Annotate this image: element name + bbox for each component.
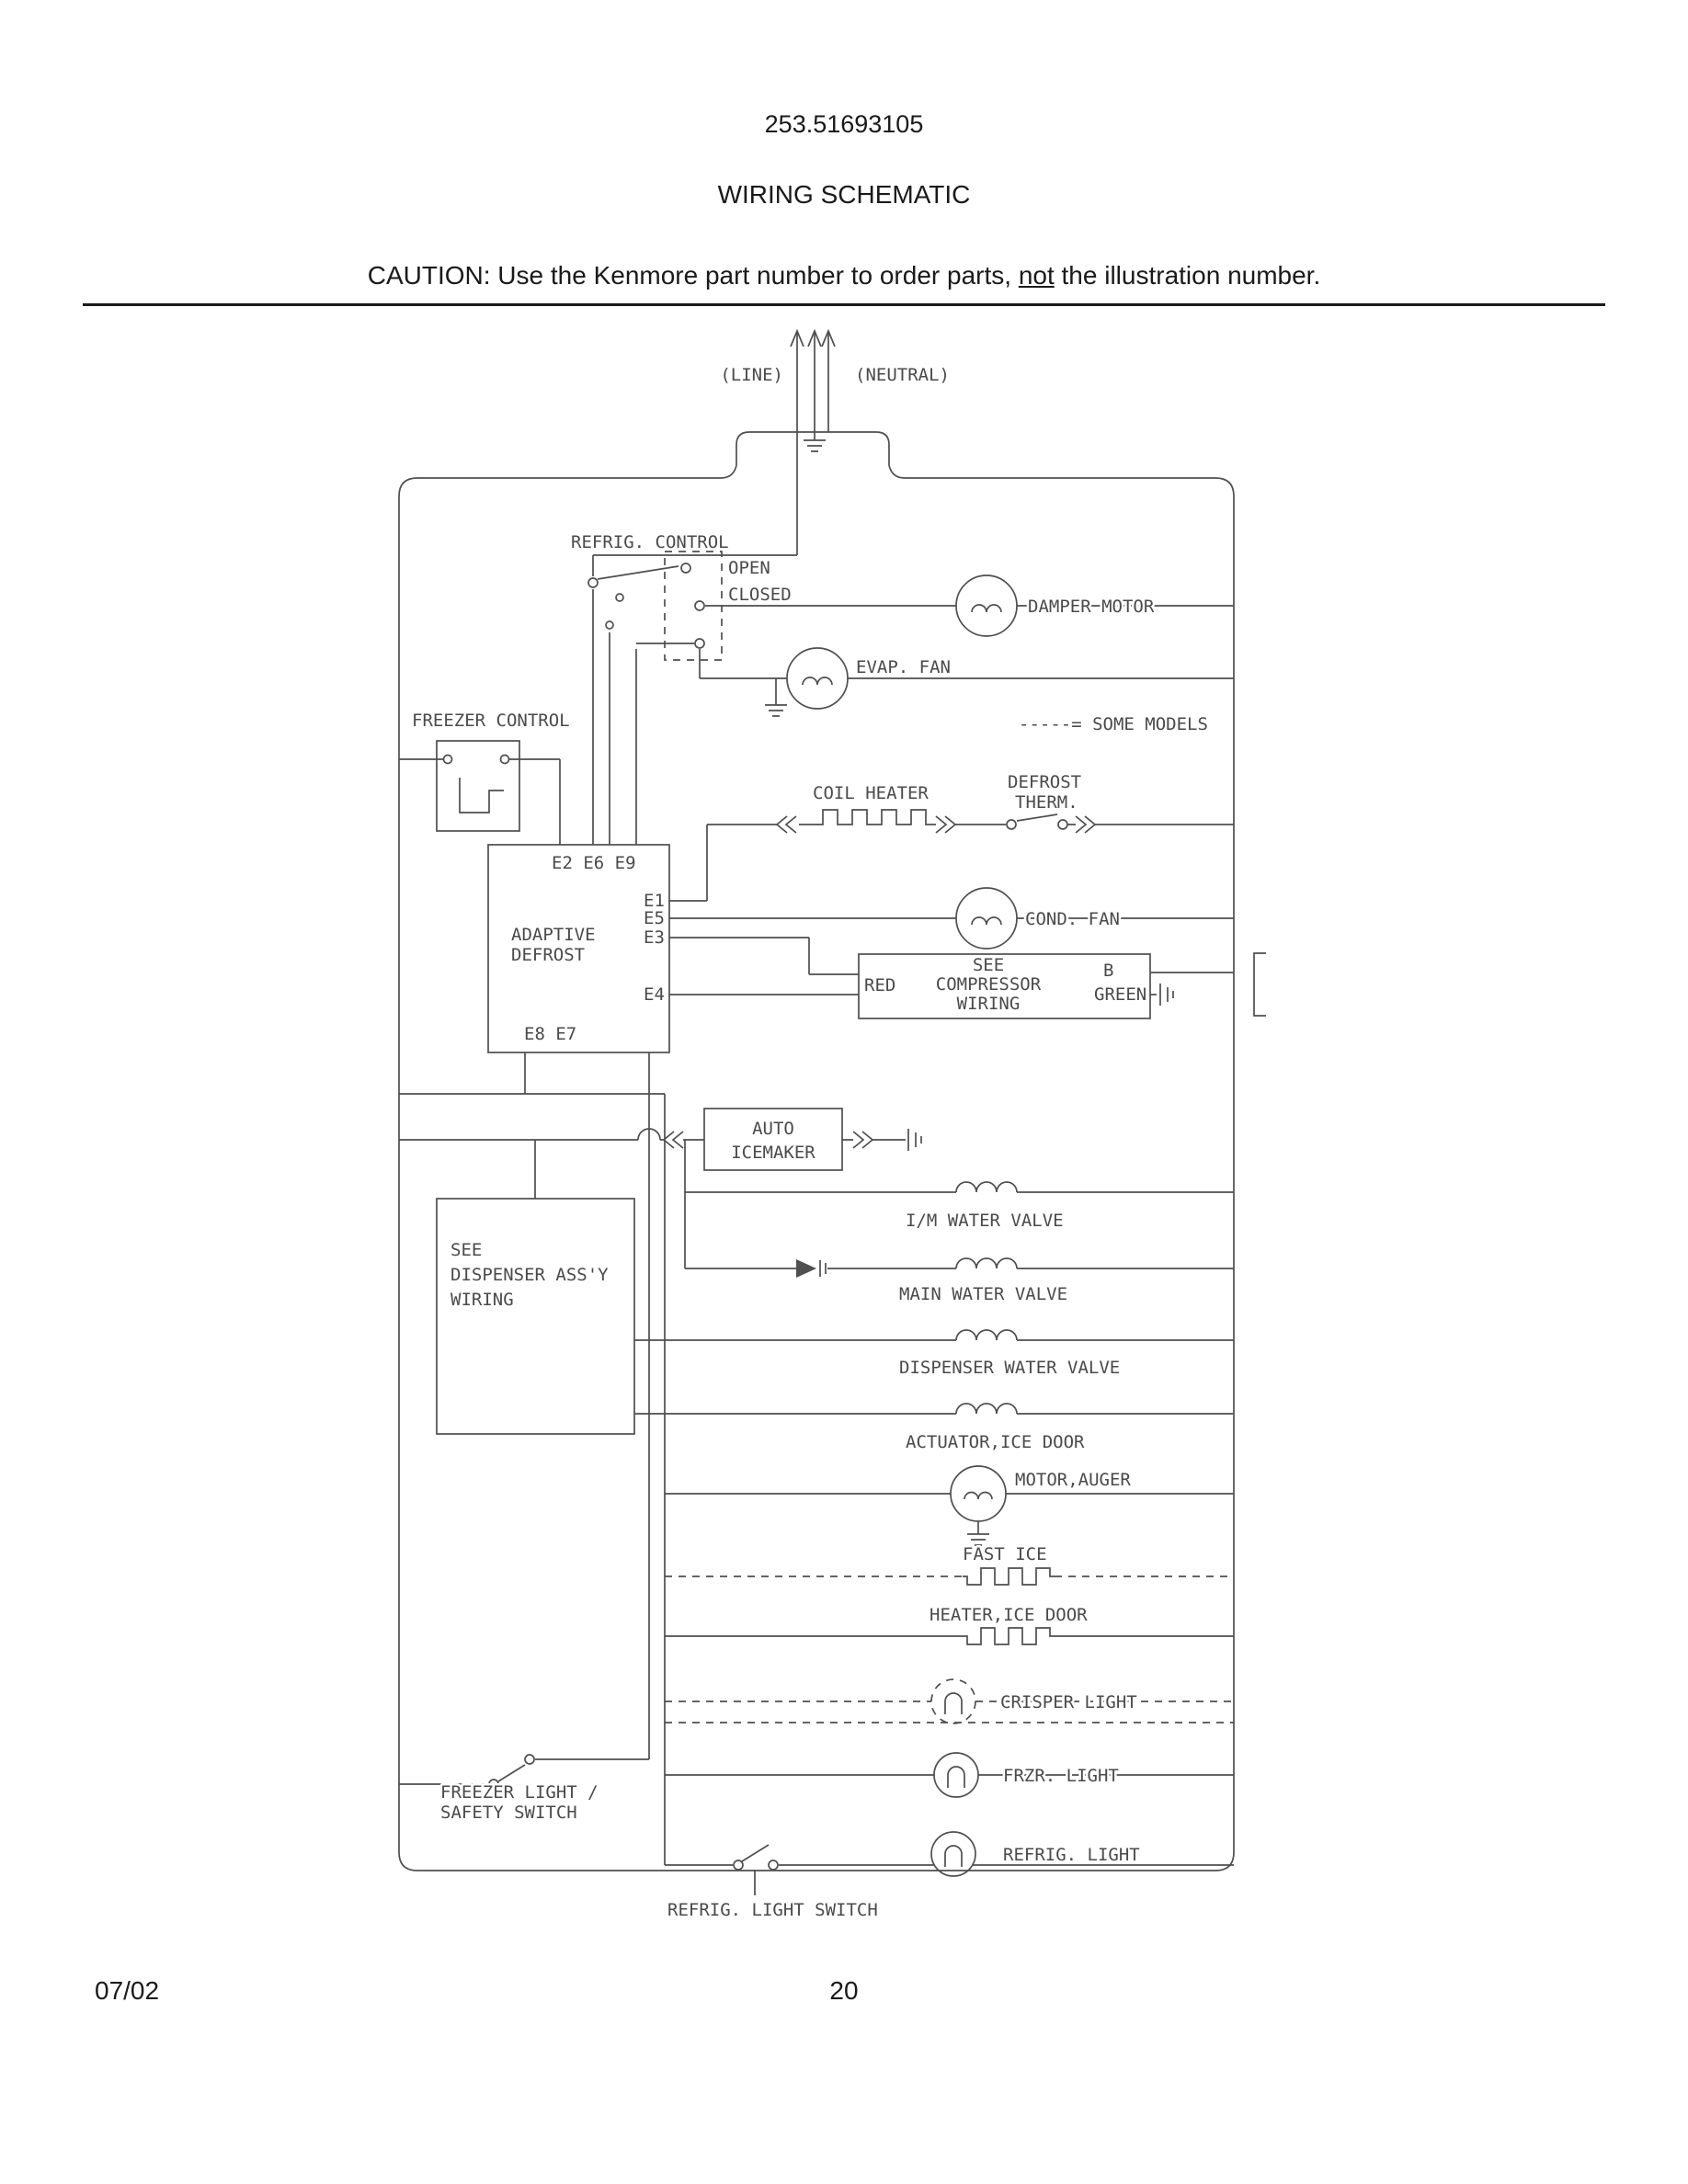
- caution-prefix: CAUTION: Use the Kenmore part number to order parts,: [367, 261, 1019, 290]
- footer-page-number: 20: [829, 1976, 859, 2005]
- label-frzr-light: FRZR. LIGHT: [1003, 1766, 1119, 1786]
- fast-ice-heater-symbol: [963, 1568, 1055, 1585]
- label-red: RED: [864, 975, 896, 995]
- label-evap-fan: EVAP. FAN: [856, 657, 951, 677]
- cond-fan-symbol: [956, 888, 1017, 949]
- label-heater-ice-door: HEATER,ICE DOOR: [930, 1605, 1088, 1625]
- refrig-light-symbol: [931, 1832, 975, 1876]
- compressor-box: [859, 953, 1266, 1018]
- label-motor-auger: MOTOR,AUGER: [1015, 1470, 1131, 1490]
- footer-date: 07/02: [95, 1976, 160, 2005]
- label-freezer-control: FREEZER CONTROL: [412, 711, 570, 731]
- label-adaptive: ADAPTIVE: [511, 925, 596, 945]
- label-green: GREEN: [1094, 984, 1147, 1005]
- evap-fan-symbol: [787, 648, 848, 709]
- connector-plug-icon: [796, 1259, 826, 1278]
- label-e4: E4: [644, 984, 665, 1005]
- terminal-bracket-icon: [1254, 953, 1266, 1016]
- actuator-ice-door-coil: [956, 1404, 1017, 1414]
- label-see-dispenser-1: SEE: [451, 1240, 483, 1260]
- page-title: WIRING SCHEMATIC: [717, 180, 971, 209]
- label-some-models: -----= SOME MODELS: [1019, 714, 1208, 734]
- label-refrig-light: REFRIG. LIGHT: [1003, 1845, 1140, 1865]
- label-auto-icemaker-2: ICEMAKER: [731, 1143, 815, 1163]
- label-see-dispenser-2: DISPENSER ASS'Y: [451, 1265, 609, 1285]
- part-number: 253.51693105: [764, 110, 924, 138]
- label-crisper-light: CRISPER LIGHT: [1000, 1692, 1137, 1712]
- label-see-compressor-2: COMPRESSOR: [935, 974, 1042, 995]
- label-b: B: [1103, 961, 1114, 981]
- label-board-bottom-terminals: E8 E7: [524, 1024, 577, 1044]
- freezer-light-symbol: [934, 1753, 978, 1797]
- label-e5: E5: [644, 908, 665, 928]
- capacitor-icon: [908, 1129, 921, 1151]
- label-coil-heater: COIL HEATER: [813, 783, 929, 803]
- label-e3: E3: [644, 927, 665, 948]
- caution-suffix: the illustration number.: [1054, 261, 1321, 290]
- caution-emphasis: not: [1018, 261, 1055, 290]
- label-damper-motor: DAMPER MOTOR: [1028, 597, 1155, 617]
- label-see-dispenser-3: WIRING: [451, 1290, 514, 1310]
- capacitor-icon: [1160, 984, 1173, 1006]
- label-e1: E1: [644, 891, 665, 911]
- wires: [399, 333, 1234, 1895]
- label-see-compressor-3: WIRING: [956, 994, 1021, 1014]
- refrig-light-switch-symbol: [734, 1860, 778, 1870]
- ice-door-heater-symbol: [963, 1628, 1055, 1644]
- label-freezer-light-1: FREEZER LIGHT /: [440, 1782, 599, 1803]
- ground-icon: [804, 434, 826, 451]
- label-see-compressor-1: SEE: [972, 955, 1005, 975]
- label-closed: CLOSED: [728, 585, 792, 605]
- label-board-top-terminals: E2 E6 E9: [552, 853, 636, 873]
- freezer-control-symbol: [437, 741, 519, 831]
- label-cond-fan: COND. FAN: [1025, 909, 1120, 929]
- ground-icon: [765, 699, 787, 716]
- label-defrost-therm-2: THERM.: [1015, 792, 1078, 813]
- label-line: (LINE): [720, 365, 783, 385]
- im-water-valve-coil: [956, 1182, 1017, 1192]
- refrig-control-switch: [588, 563, 704, 648]
- label-refrig-light-switch: REFRIG. LIGHT SWITCH: [667, 1900, 878, 1920]
- label-open: OPEN: [728, 558, 770, 578]
- dispenser-assembly-box: [437, 1199, 634, 1434]
- label-neutral: (NEUTRAL): [855, 365, 950, 385]
- label-dispenser-water-valve: DISPENSER WATER VALVE: [899, 1358, 1121, 1378]
- label-main-water-valve: MAIN WATER VALVE: [899, 1284, 1068, 1304]
- coil-heater-symbol: [777, 810, 955, 833]
- auger-motor-symbol: [951, 1466, 1006, 1521]
- label-defrost-therm-1: DEFROST: [1008, 772, 1082, 792]
- label-freezer-light-2: SAFETY SWITCH: [440, 1803, 577, 1823]
- label-actuator-ice-door: ACTUATOR,ICE DOOR: [906, 1432, 1085, 1452]
- label-im-water-valve: I/M WATER VALVE: [906, 1211, 1064, 1231]
- ground-icon: [967, 1528, 989, 1545]
- label-fast-ice: FAST ICE: [963, 1544, 1047, 1564]
- label-auto-icemaker-1: AUTO: [752, 1119, 794, 1139]
- label-refrig-control: REFRIG. CONTROL: [571, 532, 729, 552]
- defrost-thermostat-symbol: [1007, 816, 1095, 833]
- dispenser-water-valve-coil: [956, 1330, 1017, 1340]
- label-defrost: DEFROST: [511, 945, 586, 965]
- damper-motor-symbol: [956, 575, 1017, 636]
- main-water-valve-coil: [956, 1258, 1017, 1268]
- crisper-light-symbol: [931, 1679, 975, 1723]
